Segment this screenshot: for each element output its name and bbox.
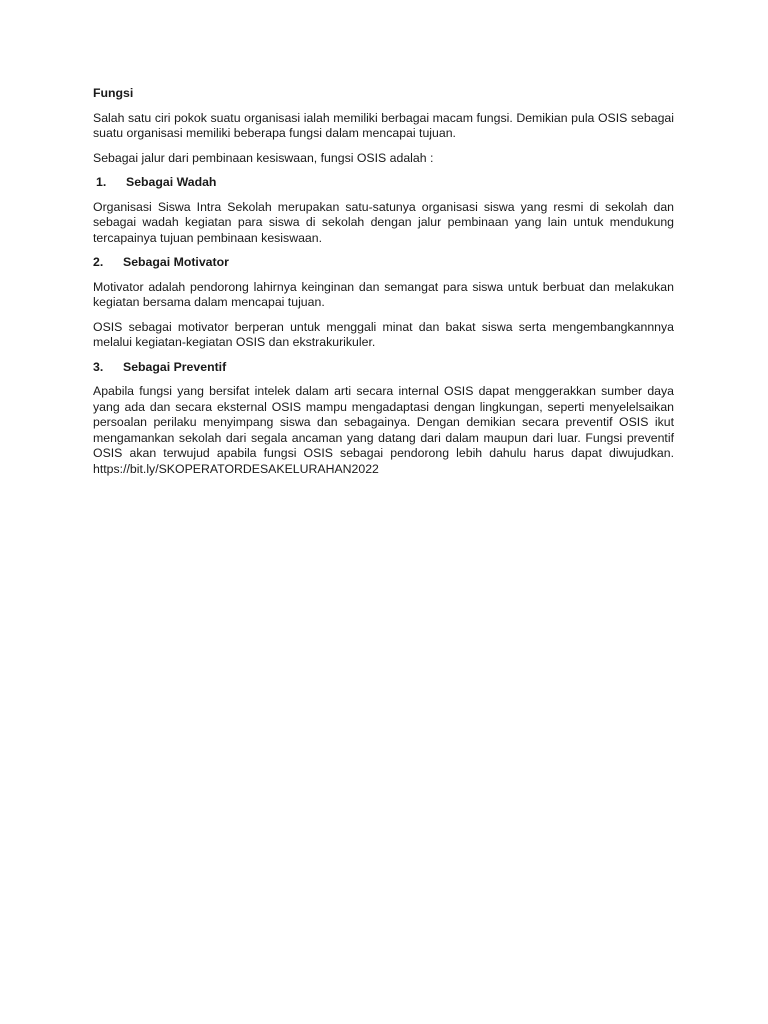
section-paragraph: OSIS sebagai motivator berperan untuk menggali minat dan bakat siswa serta mengembangkannnya melalui kegiatan-kegiatan OSIS dan ekstrakurikuler.: [93, 319, 674, 349]
section-paragraph: Apabila fungsi yang bersifat intelek dalam arti secara internal OSIS dapat menggerakkan sumber daya yang ada dan secara eksternal OSIS mampu mengadaptasi dengan lingkungan, seperti menyelelsaikan persoalan perilaku menyimpang siswa dan sebagainya. Dengan demikian secara preventif OSIS ikut mengamankan sekolah dari segala ancaman yang datang dari dalam maupun dari luar. Fungsi preventif OSIS akan terwujud apabila fungsi OSIS sebagai pendorong lebih dahulu harus dapat diwujudkan. https://bit.ly/SKOPERATORDESAKELURAHAN2022: [93, 384, 674, 476]
section-title: Sebagai Preventif: [123, 359, 227, 374]
section-title: Sebagai Wadah: [126, 175, 217, 189]
section-number: 3.: [93, 359, 104, 374]
intro-paragraph-1: Salah satu ciri pokok suatu organisasi ialah memiliki berbagai macam fungsi. Demikian pula OSIS sebagai suatu organisasi memiliki beberapa fungsi dalam mencapai tujuan.: [93, 110, 674, 140]
section-paragraph: Organisasi Siswa Intra Sekolah merupakan satu-satunya organisasi siswa yang resmi di sekolah dan sebagai wadah kegiatan para siswa di sekolah dengan jalur pembinaan yang lain untuk mendukung tercapainya tujuan pembinaan kesiswaan.: [93, 199, 674, 245]
section-paragraph: Motivator adalah pendorong lahirnya keinginan dan semangat para siswa untuk berbuat dan melakukan kegiatan bersama dalam mencapai tujuan.: [93, 279, 674, 309]
intro-paragraph-2: Sebagai jalur dari pembinaan kesiswaan, fungsi OSIS adalah :: [93, 150, 434, 165]
document-page: [93, 86, 674, 486]
section-heading-preventif: [93, 360, 674, 376]
section-number: 2.: [93, 255, 104, 269]
document-title: Fungsi: [93, 86, 134, 100]
section-title: Sebagai Motivator: [123, 255, 229, 269]
section-number: 1.: [96, 175, 107, 189]
section-heading-motivator: [93, 255, 674, 271]
section-heading-wadah: [93, 175, 674, 191]
